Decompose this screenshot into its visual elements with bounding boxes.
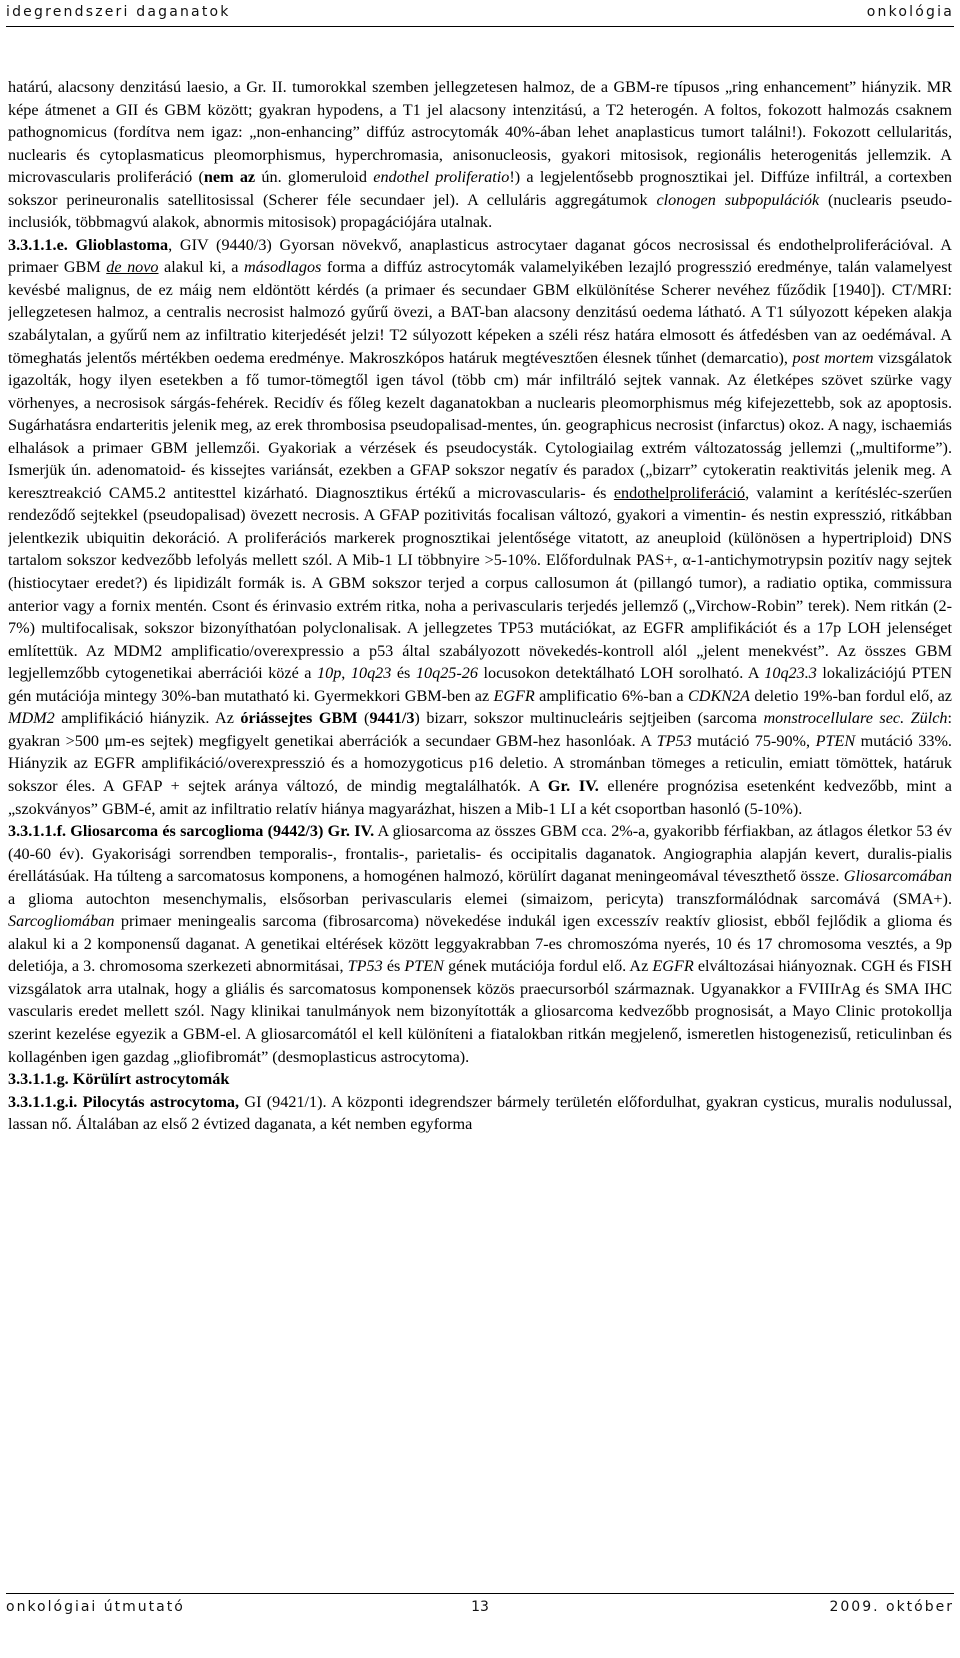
text-run: mutáció 75-90%,: [691, 731, 816, 750]
section-heading-pilocytic-astrocytoma: 3.3.1.1.g.i. Pilocytás astrocytoma,: [8, 1092, 240, 1111]
text-run-underline: endothelproliferáció: [613, 483, 746, 502]
header-rule: [6, 26, 954, 27]
text-run-italic: EGFR: [493, 686, 535, 705]
text-run: : gyakran >500 μm-es sejtek) megfigyelt genetikai aberrációk a secundaer GBM-hez hasonlóak. A: [8, 709, 952, 750]
text-run: (: [357, 709, 370, 728]
text-run: gének mutációja fordul elő. Az: [443, 957, 653, 976]
text-run: primaer meningealis sarcoma (fibrosarcoma) növekedése indukál igen excesszív reaktív gliosist, ebből fejlődik a glioma és alakul ki a 2 komponensű daganat. A genetikai eltérések között leggyakrabban 7-es chromoszóma nyerés, 10 és 17 chromosoma vesztés, a 9p deletiója, a 3. chromosoma szerkezeti abnormitásai,: [8, 912, 952, 976]
text-run-italic: PTEN: [815, 731, 856, 750]
paragraph-glioblastoma: [8, 234, 952, 820]
paragraph-gliosarcoma: [8, 820, 952, 1068]
section-heading-glioblastoma: 3.3.1.1.e. Glioblastoma: [8, 235, 169, 254]
text-run: mutáció 33%. Hiányzik az EGFR amplifikáció/overexpressziό és a homozygoticus p16 deletio. A strománban tömeges a reticulin, emiatt tömöttek, határuk sokszor éles. A GFAP + sejtek aránya változó, de mindig megtalálhatók. A: [8, 731, 952, 795]
text-run-italic: 10p: [317, 664, 342, 683]
text-run-italic: MDM2: [8, 709, 55, 728]
text-run-italic: EGFR: [652, 957, 694, 976]
text-run: A gliosarcoma az összes GBM cca. 2%-a, gyakoribb férfiakban, az átlagos életkor 53 év (40-60 év). Gyakorisági sorrendben temporalis-, frontalis-, parietalis- és occipitalis daganatok. Angiographia alapján kevert, duralis-pialis érellátásúak. Ha túlteng a sarcomatosus komponens, a homogénen halmozó, körülírt daganat meningeomával téveszthető össze.: [8, 822, 952, 886]
paragraph-circumscribed-astrocytomas: [8, 1068, 952, 1091]
text-run: amplifikáció hiányzik. Az: [54, 709, 241, 728]
text-run-bold: Gr. IV.: [547, 776, 599, 795]
text-run-italic: TP53: [347, 957, 383, 976]
text-run: , valamint a kerítésléc-szerűen rendeződő sejtekkel (pseudopalisad) övezett necrosis. A GFAP pozitivitás focalisan változó, gyakori a vimentin- és nestin expresszió, ritkábban jelentkezik ubiquitin dekoráció. A proliferációs markerek prognosztikai jelentősége vitatott, az aneuploid (különösen a hypertriploid) DNS tartalom sokszor kedvezőbb lefolyás mellett szól. A Mib-1 LI többnyire >5-10%. Előfordulnak PAS+, α-1-antichymotrypsin pozitív nagy sejtek (histiocytaer eredet?) és lipidizált formák is. A GBM sokszor terjed a corpus callosumon át (pillangó tumor), a radiatio optika, commissura anterior vagy a fornix mentén. Csont és érinvasio extrém ritka, noha a perivascularis terjedés jellemző („Virchow-Robin” terek). Nem ritkán (2-7%) multifocalisak, sokszor bizonyíthatóan polyclonalisak. A jellegzetes TP53 mutációkat, az EGFR amplifikációt és a 17p LOH jelenséget említettük. Az MDM2 amplificatio/overexpressio a p53 által szabályozott növekedés-kontroll alól „jelent menekvést”. Az összes GBM legjellemzőbb cytogenetikai aberrációi közé a: [8, 483, 952, 683]
text-run-bold: óriássejtes GBM: [240, 709, 358, 728]
text-run-italic: Sarcogliomában: [8, 912, 115, 931]
text-run-italic: 10q23: [350, 664, 392, 683]
text-run-italic: Gliosarcomában: [843, 867, 952, 886]
text-run-italic: 10q23.3: [764, 664, 817, 683]
text-run-italic: PTEN: [404, 957, 444, 976]
text-run: deletio 19%-ban fordul elő, az: [750, 686, 952, 705]
text-run-italic: TP53: [656, 731, 692, 750]
text-run: ún. glomeruloid: [261, 168, 374, 187]
text-run-italic-underline: de novo: [106, 258, 159, 277]
text-run: a glioma autochton mesenchymalis, elsősorban perivascularis elemei (simaizom, pericyta) transzformálódnak sarcomává (SMA+).: [8, 889, 952, 908]
running-footer-right: 2009. október: [829, 1599, 954, 1615]
page-number: 13: [471, 1599, 489, 1615]
text-run: , GIV (9440/3) Gyorsan növekvő, anaplasticus astrocytaer daganat gócos necrosissal és endothelproliferációval. A primaer GBM: [8, 235, 952, 277]
text-run: GI (9421/1). A központi idegrendszer bármely területén előfordulhat, gyakran cysticus, muralis nodulussal, lassan nő. Általában az első 2 évtized daganata, a két nemben egyforma: [8, 1092, 952, 1134]
running-header-right: onkológia: [866, 4, 954, 20]
text-run: vizsgálatok igazolták, hogy ilyen esetekben a fő tumor-tömegtől igen távol (több cm) már infiltráló sejtek vannak. Az életképes szövet szürke vagy vörhenyes, a necrosisok sárgás-fehérek. Recidív és főleg kezelt daganatokban a nuclearis pleomorphismus még kifejezettebb, sok az apoptosis. Sugárhatásra endarteritis jelenik meg, az erek thrombosisa pseudopalisad-mentes, ún. geographicus necrosist (infarctus) okoz. A nagy, ischaemiás elhalások a primaer GBM jellemzői. Gyakoriak a vérzések és pseudocysták. Cytologiailag extrém változatosság jellemzi („multiforme”). Ismerjük ún. adenomatoid- és kissejtes variánsát, ezekben a GFAP sokszor negatív és paradox („bizarr” cytokeratin reaktivitás jelenik meg. A keresztreakció CAM5.2 antitesttel kizárható. Diagnosztikus értékű a microvascularis- és: [8, 348, 952, 502]
text-run: alakul ki, a: [158, 258, 244, 277]
text-run-bold: 9441/3: [369, 709, 415, 728]
text-run-bold: nem az: [203, 168, 262, 187]
running-header-left: idegrendszeri daganatok: [6, 4, 231, 20]
text-run: ) bizarr, sokszor multinucleáris sejtjeiben (sarcoma: [414, 709, 764, 728]
text-run: forma a diffúz astrocytomák valamelyikében lezajló progresszió eredménye, talán valamelyest kevésbé malignus, de ez máig nem eldöntött kérdés (a primaer és secundaer GBM elkülönítése Scherer nevéhez fűződik [1940]). CT/MRI: jellegzetesen halmoz, a centralis necrosist halmozó gyűrű övezi, a BAT-ban alacsony denzitású oedema látható. A T1 súlyozott képeken alakja szabálytalan, a gyűrű nem az infiltratio kiterjedését jelzi! T2 súlyozott képeken a széli rész határa elmosott és átfedésben van az oedémával. A tömeghatás jelentős mértékben oedema eredménye. Makroszkópos határuk megtévesztően élesnek tűnhet (demarcatio),: [8, 258, 952, 367]
text-run-italic: monstrocellulare sec. Zülch: [763, 709, 948, 728]
text-run-italic: másodlagos: [243, 258, 322, 277]
text-run: ,: [341, 664, 351, 683]
paragraph-anaplastic-astrocytoma: [8, 76, 952, 234]
text-run-italic: 10q25-26: [415, 664, 478, 683]
section-heading-gliosarcoma: 3.3.1.1.f. Gliosarcoma és sarcoglioma (9442/3) Gr. IV.: [8, 822, 375, 841]
text-run: locusokon detektálható LOH sorolható. A: [477, 664, 765, 683]
text-run: elváltozásai hiányoznak. CGH és FISH vizsgálatok arra utalnak, hogy a gliális és sarcomatosus komponensek közös praecursorból származnak. Ugyanakkor a FVIIIrAg és SMA IHC vascularis eredet mellett szól. Nagy klinikai tanulmányok nem bizonyították a gliosarcoma kedvezőbb prognosisát, a Mayo Clinic protokollja szerint kezelése egyezik a GBM-el. A gliosarcomától el kell különíteni a fiatalokban ritkán megjelenő, ismeretlen histogenezisű, reticulinban és kollagénben igen gazdag „gliofibromát” (desmoplasticus astrocytoma).: [8, 957, 952, 1066]
text-run: határú, alacsony denzitású laesio, a Gr. II. tumorokkal szemben jellegzetesen halmoz, de a GBM-re típusos „ring enhancement” hiányzik. MR képe átmenet a GII és GBM között; gyakran hypodens, a T1 jel alacsony intenzitású, a T2 heterogén. A foltos, fokozott halmozás csaknem pathognomicus (fordítva nem igaz: „non-enhancing” diffúz astrocytomák 40%-ában lehet anaplasticus tumort találni!). Fokozott cellularitás, nuclearis és cytoplasmaticus pleomorphismus, hyperchromasia, anisonucleosis, gyakori mitosisok, regionális heterogenitás jellemzik. A microvascularis proliferáció (: [8, 78, 952, 187]
text-run: (nuclearis pseudo-inclusiók, többmagvú alakok, abnormis mitosisok) propagációjára utalnak.: [8, 190, 952, 232]
text-run: lokalizációjú PTEN gén mutációja mintegy 30%-ban mutatható ki. Gyermekkori GBM-ben az: [8, 664, 952, 705]
text-run-italic: clonogen subpopulációk: [656, 190, 820, 209]
text-run: és: [382, 957, 405, 976]
text-run: !) a legjelentősebb prognosztikai jel. Diffúze infiltrál, a cortexben sokszor perineuronalis satellitosissal (Scherer féle secundaer jel). A celluláris aggregátumok: [8, 168, 952, 209]
text-run: ellenére prognózisa esetenként kedvezőbb, mint a „szokványos” GBM-é, amit az infiltratio relatív hiánya magyarázhat, hiszen a Mib-1 LI a két csoportban hasonló (5-10%).: [8, 776, 952, 818]
text-run-italic: CDKN2A: [687, 686, 751, 705]
body-text: [8, 76, 952, 1581]
text-run: és: [391, 664, 416, 683]
text-run-italic: post mortem: [792, 348, 874, 367]
section-heading-circumscribed-astrocytomas: 3.3.1.1.g. Körülírt astrocytomák: [8, 1070, 230, 1089]
running-footer-left: onkológiai útmutató: [6, 1599, 185, 1615]
text-run: amplificatio 6%-ban a: [534, 686, 688, 705]
footer-rule: [6, 1593, 954, 1594]
text-run-italic: endothel proliferatio: [373, 168, 510, 187]
paragraph-pilocytic-astrocytoma: [8, 1091, 952, 1136]
